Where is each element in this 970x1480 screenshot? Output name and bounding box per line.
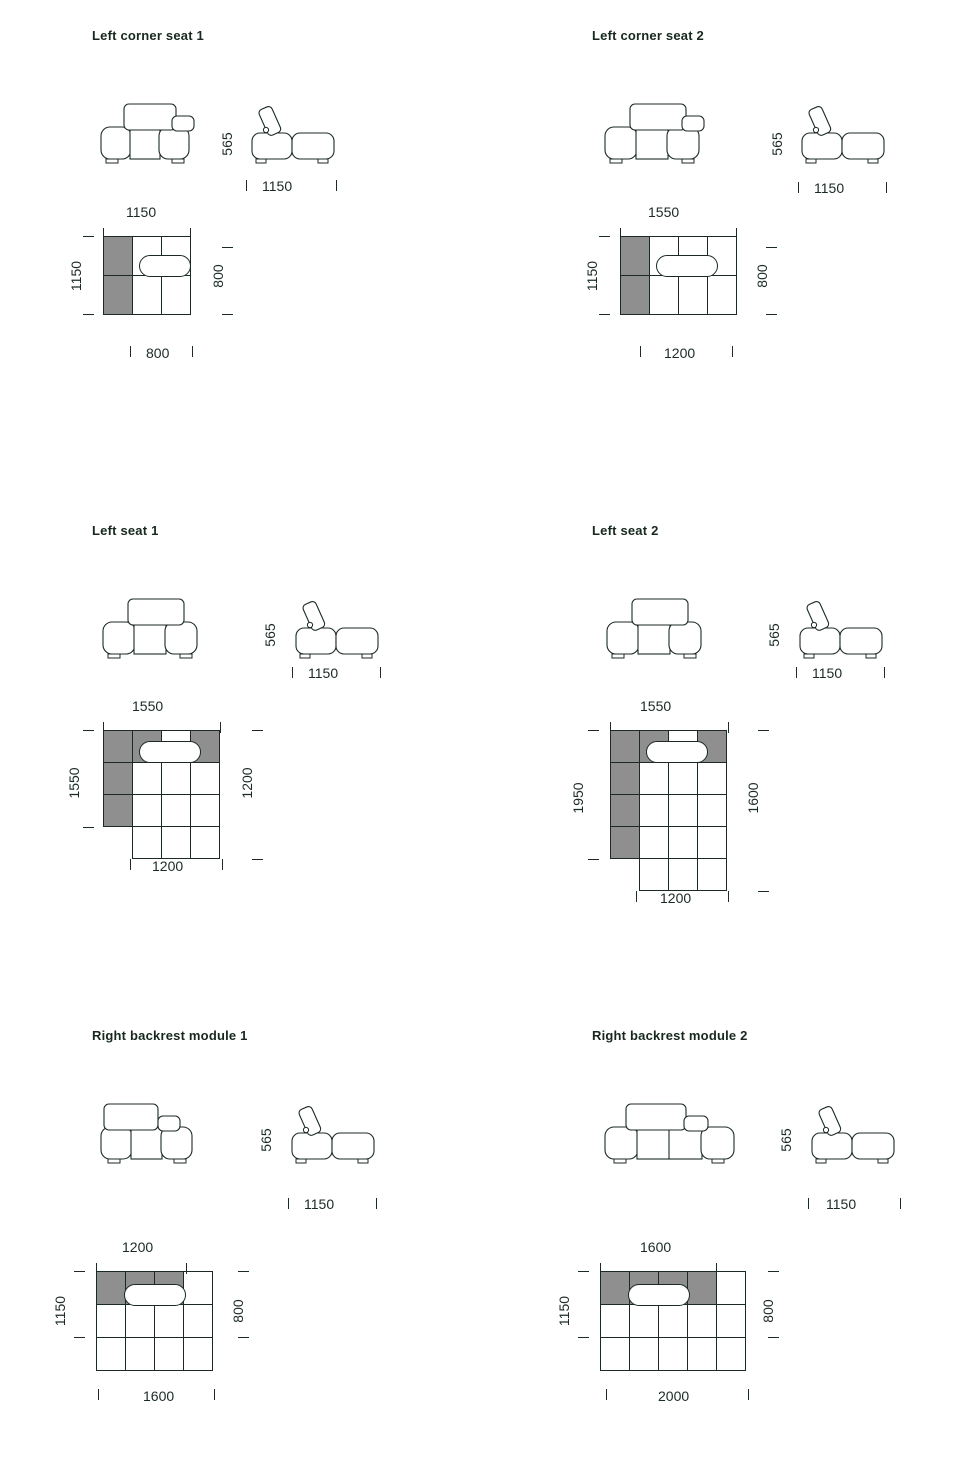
front-elevation bbox=[600, 1100, 750, 1170]
side-width-label: 1150 bbox=[262, 178, 293, 194]
sofa-front-view-icon bbox=[602, 595, 730, 665]
plan-cell bbox=[103, 762, 133, 795]
module-title: Left seat 1 bbox=[92, 523, 159, 538]
front-elevation bbox=[96, 1100, 216, 1170]
sofa-side-view-icon bbox=[798, 100, 890, 170]
plan-backrest bbox=[628, 1284, 690, 1306]
plan-cell bbox=[190, 762, 220, 795]
front-elevation bbox=[600, 100, 728, 170]
plan-cell bbox=[649, 275, 679, 315]
dim-tick bbox=[900, 1198, 901, 1209]
dim-tick bbox=[736, 228, 737, 239]
plan-cell bbox=[190, 826, 220, 859]
dim-tick bbox=[220, 722, 221, 733]
module-left-seat-1 bbox=[0, 495, 485, 975]
dim-tick bbox=[798, 182, 799, 193]
plan-right-label: 1600 bbox=[745, 782, 761, 814]
plan-cell bbox=[190, 794, 220, 827]
module-left-seat-2 bbox=[500, 495, 970, 975]
module-title: Right backrest module 1 bbox=[92, 1028, 248, 1043]
sofa-side-view-icon bbox=[292, 595, 384, 665]
plan-top-label: 1550 bbox=[648, 204, 680, 220]
plan-backrest bbox=[139, 255, 191, 277]
dim-tick bbox=[620, 228, 621, 239]
plan-cell bbox=[154, 1337, 184, 1371]
plan-left-label: 1150 bbox=[68, 260, 84, 292]
plan-backrest bbox=[646, 741, 708, 763]
plan-cell bbox=[620, 236, 650, 276]
module-title: Left seat 2 bbox=[592, 523, 659, 538]
dim-tick bbox=[252, 859, 263, 860]
plan-cell bbox=[103, 730, 133, 763]
dim-tick bbox=[288, 1198, 289, 1209]
dim-tick bbox=[599, 236, 610, 237]
dim-tick bbox=[766, 247, 777, 248]
plan-right-label: 800 bbox=[760, 1299, 776, 1323]
plan-cell bbox=[132, 826, 162, 859]
plan-cell bbox=[716, 1304, 746, 1338]
plan-cell bbox=[697, 858, 727, 891]
plan-cell bbox=[183, 1304, 213, 1338]
plan-cell bbox=[132, 275, 162, 315]
plan-cell bbox=[161, 762, 191, 795]
dim-tick bbox=[588, 859, 599, 860]
dim-tick bbox=[83, 236, 94, 237]
dim-tick bbox=[640, 346, 641, 357]
sofa-front-view-icon bbox=[600, 1100, 750, 1170]
dim-tick bbox=[636, 891, 637, 902]
dim-tick bbox=[222, 314, 233, 315]
dim-tick bbox=[238, 1337, 249, 1338]
dim-tick bbox=[376, 1198, 377, 1209]
plan-cell bbox=[658, 1337, 688, 1371]
sofa-front-view-icon bbox=[96, 100, 214, 170]
side-elevation bbox=[798, 100, 890, 170]
plan-top-label: 1550 bbox=[132, 698, 164, 714]
module-right-backrest-module-1 bbox=[0, 1000, 485, 1480]
side-elevation bbox=[808, 1100, 900, 1170]
plan-cell bbox=[697, 794, 727, 827]
dim-tick bbox=[728, 891, 729, 902]
dim-tick bbox=[610, 722, 611, 733]
front-elevation bbox=[96, 100, 214, 170]
side-width-label: 1150 bbox=[308, 665, 339, 681]
front-elevation bbox=[98, 595, 226, 665]
plan-bottom-label: 800 bbox=[146, 345, 170, 361]
side-height-label: 565 bbox=[766, 623, 782, 647]
sofa-side-view-icon bbox=[248, 100, 340, 170]
side-elevation bbox=[796, 595, 888, 665]
module-title: Left corner seat 1 bbox=[92, 28, 204, 43]
dim-tick bbox=[884, 667, 885, 678]
dim-tick bbox=[600, 1263, 601, 1274]
plan-right-label: 1200 bbox=[239, 767, 255, 799]
dim-tick bbox=[599, 314, 610, 315]
plan-cell bbox=[629, 1337, 659, 1371]
plan-cell bbox=[600, 1337, 630, 1371]
dim-tick bbox=[732, 346, 733, 357]
plan-cell bbox=[600, 1271, 630, 1305]
dim-tick bbox=[246, 180, 247, 191]
plan-cell bbox=[697, 762, 727, 795]
front-elevation bbox=[602, 595, 730, 665]
dim-tick bbox=[716, 1263, 717, 1274]
dim-tick bbox=[796, 667, 797, 678]
plan-left-label: 1550 bbox=[66, 767, 82, 799]
side-width-label: 1150 bbox=[304, 1196, 335, 1212]
dim-tick bbox=[103, 722, 104, 733]
plan-cell bbox=[697, 826, 727, 859]
plan-cell bbox=[658, 1304, 688, 1338]
side-width-label: 1150 bbox=[812, 665, 843, 681]
plan-cell bbox=[103, 275, 133, 315]
side-height-label: 565 bbox=[219, 132, 235, 156]
side-width-label: 1150 bbox=[814, 180, 845, 196]
module-left-corner-seat-1 bbox=[0, 0, 485, 480]
dim-tick bbox=[222, 859, 223, 870]
dim-tick bbox=[98, 1389, 99, 1400]
plan-right-label: 800 bbox=[210, 264, 226, 288]
dim-tick bbox=[130, 346, 131, 357]
dim-tick bbox=[222, 247, 233, 248]
plan-backrest bbox=[139, 741, 201, 763]
module-left-corner-seat-2 bbox=[500, 0, 970, 480]
dim-tick bbox=[748, 1389, 749, 1400]
plan-cell bbox=[668, 858, 698, 891]
dim-tick bbox=[74, 1337, 85, 1338]
plan-cell bbox=[639, 794, 669, 827]
plan-cell bbox=[687, 1304, 717, 1338]
plan-right-label: 800 bbox=[230, 1299, 246, 1323]
dim-tick bbox=[238, 1271, 249, 1272]
plan-cell bbox=[132, 762, 162, 795]
plan-right-label: 800 bbox=[754, 264, 770, 288]
plan-cell bbox=[668, 826, 698, 859]
plan-backrest bbox=[656, 255, 718, 277]
dim-tick bbox=[768, 1337, 779, 1338]
side-height-label: 565 bbox=[778, 1128, 794, 1152]
plan-cell bbox=[96, 1271, 126, 1305]
plan-cell bbox=[668, 762, 698, 795]
plan-cell bbox=[620, 275, 650, 315]
dim-tick bbox=[728, 722, 729, 733]
module-right-backrest-module-2 bbox=[500, 1000, 970, 1480]
dim-tick bbox=[886, 182, 887, 193]
dim-tick bbox=[186, 1263, 187, 1274]
plan-cell bbox=[707, 275, 737, 315]
dim-tick bbox=[190, 228, 191, 239]
plan-cell bbox=[103, 794, 133, 827]
side-width-label: 1150 bbox=[826, 1196, 857, 1212]
plan-cell bbox=[716, 1271, 746, 1305]
sofa-side-view-icon bbox=[808, 1100, 900, 1170]
plan-cell bbox=[161, 275, 191, 315]
plan-left-label: 1950 bbox=[570, 782, 586, 814]
dim-tick bbox=[578, 1337, 589, 1338]
plan-cell bbox=[154, 1304, 184, 1338]
dim-tick bbox=[103, 228, 104, 239]
plan-cell bbox=[125, 1337, 155, 1371]
dim-tick bbox=[83, 827, 94, 828]
module-title: Left corner seat 2 bbox=[592, 28, 704, 43]
dim-tick bbox=[83, 730, 94, 731]
plan-bottom-label: 2000 bbox=[658, 1388, 690, 1404]
plan-bottom-label: 1200 bbox=[664, 345, 696, 361]
plan-cell bbox=[610, 762, 640, 795]
dim-tick bbox=[758, 730, 769, 731]
side-elevation bbox=[292, 595, 384, 665]
plan-bottom-label: 1200 bbox=[152, 858, 184, 874]
plan-cell bbox=[161, 826, 191, 859]
plan-left-label: 1150 bbox=[52, 1295, 68, 1327]
module-title: Right backrest module 2 bbox=[592, 1028, 748, 1043]
plan-top-label: 1150 bbox=[126, 204, 157, 220]
plan-cell bbox=[103, 236, 133, 276]
plan-cell bbox=[678, 275, 708, 315]
plan-backrest bbox=[124, 1284, 186, 1306]
dim-tick bbox=[758, 891, 769, 892]
plan-top-label: 1550 bbox=[640, 698, 672, 714]
dim-tick bbox=[96, 1263, 97, 1274]
dim-tick bbox=[380, 667, 381, 678]
plan-cell bbox=[183, 1337, 213, 1371]
plan-cell bbox=[96, 1337, 126, 1371]
plan-bottom-label: 1200 bbox=[660, 890, 692, 906]
sofa-front-view-icon bbox=[98, 595, 226, 665]
dim-tick bbox=[768, 1271, 779, 1272]
plan-cell bbox=[668, 794, 698, 827]
plan-cell bbox=[610, 730, 640, 763]
sofa-front-view-icon bbox=[600, 100, 728, 170]
dim-tick bbox=[588, 730, 599, 731]
plan-cell bbox=[629, 1304, 659, 1338]
dim-tick bbox=[83, 314, 94, 315]
dim-tick bbox=[214, 1389, 215, 1400]
dim-tick bbox=[336, 180, 337, 191]
side-height-label: 565 bbox=[258, 1128, 274, 1152]
plan-cell bbox=[639, 762, 669, 795]
plan-left-label: 1150 bbox=[556, 1295, 572, 1327]
side-height-label: 565 bbox=[769, 132, 785, 156]
plan-cell bbox=[716, 1337, 746, 1371]
plan-cell bbox=[161, 794, 191, 827]
dim-tick bbox=[766, 314, 777, 315]
plan-left-label: 1150 bbox=[584, 260, 600, 292]
plan-cell bbox=[125, 1304, 155, 1338]
dim-tick bbox=[606, 1389, 607, 1400]
plan-top-label: 1600 bbox=[640, 1239, 672, 1255]
dim-tick bbox=[74, 1271, 85, 1272]
plan-cell bbox=[687, 1271, 717, 1305]
plan-bottom-label: 1600 bbox=[143, 1388, 175, 1404]
dim-tick bbox=[192, 346, 193, 357]
plan-cell bbox=[639, 826, 669, 859]
sofa-side-view-icon bbox=[796, 595, 888, 665]
plan-cell bbox=[600, 1304, 630, 1338]
side-elevation bbox=[248, 100, 340, 170]
plan-cell bbox=[687, 1337, 717, 1371]
dim-tick bbox=[578, 1271, 589, 1272]
dim-tick bbox=[130, 859, 131, 870]
dim-tick bbox=[808, 1198, 809, 1209]
side-height-label: 565 bbox=[262, 623, 278, 647]
dim-tick bbox=[292, 667, 293, 678]
plan-cell bbox=[132, 794, 162, 827]
plan-cell bbox=[96, 1304, 126, 1338]
dim-tick bbox=[252, 730, 263, 731]
plan-cell bbox=[183, 1271, 213, 1305]
sofa-side-view-icon bbox=[288, 1100, 380, 1170]
sofa-front-view-icon bbox=[96, 1100, 216, 1170]
side-elevation bbox=[288, 1100, 380, 1170]
plan-cell bbox=[610, 826, 640, 859]
plan-top-label: 1200 bbox=[122, 1239, 154, 1255]
plan-cell bbox=[639, 858, 669, 891]
plan-cell bbox=[610, 794, 640, 827]
